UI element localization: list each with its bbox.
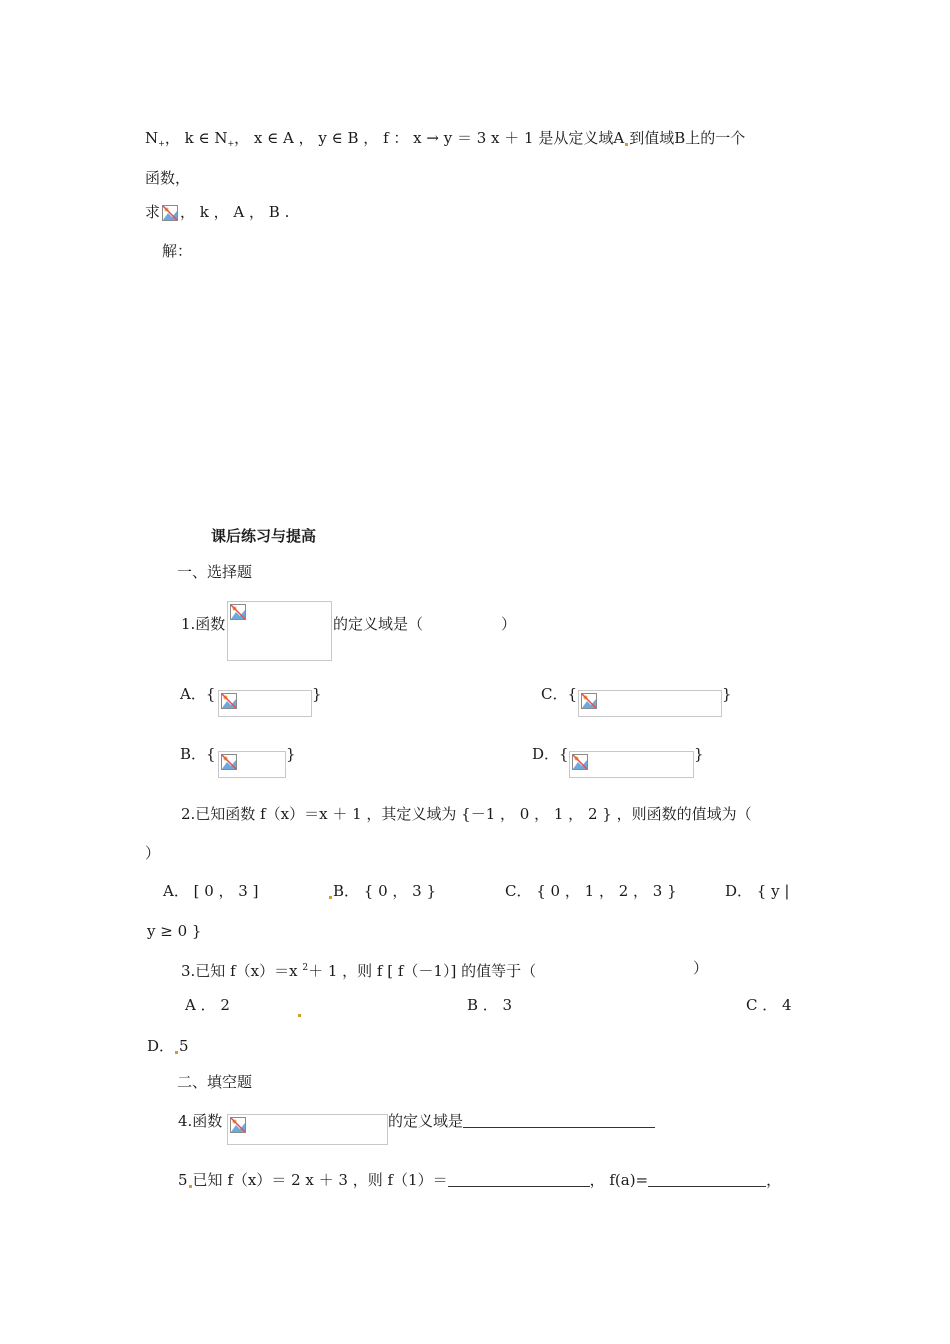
broken-image-icon: [230, 604, 246, 620]
broken-image-icon: [581, 693, 597, 709]
q5-number: 5: [178, 1171, 188, 1189]
section-choice-heading: 一、选择题: [177, 563, 253, 581]
q1-formula-image: [227, 601, 332, 661]
broken-image-icon: [230, 1117, 246, 1133]
q1-option-c-label: C．{: [541, 685, 578, 703]
q1-option-b-close: }: [286, 745, 296, 763]
q1-prefix: 1.函数: [181, 615, 226, 633]
q2-option-a: A． [ 0 ， 3 ]: [163, 882, 259, 900]
q3-option-a: A ． 2: [185, 996, 230, 1014]
q3-option-d: [147, 1036, 189, 1056]
anchor-mark: [175, 1051, 178, 1054]
q5-text: 已知 f（x）＝ 2 x ＋ 3 ，则 f（1）＝: [192, 1171, 448, 1189]
problem-line-3: [145, 202, 289, 222]
anchor-mark: [298, 1014, 301, 1017]
q1-option-b-image: [218, 751, 286, 778]
q2-option-b: B． { 0 ， 3 }: [333, 882, 437, 900]
q4-suffix: 的定义域是: [388, 1112, 464, 1130]
q2-option-c: C． { 0 ， 1 ， 2 ， 3 }: [505, 882, 677, 900]
q1-option-d-image: [569, 751, 694, 778]
q4-suffix-line: [388, 1111, 655, 1131]
q3-text: [181, 958, 536, 981]
q1-option-a-close: }: [312, 685, 322, 703]
q2-option-d: D． { y |: [725, 882, 790, 900]
q1-suffix: 的定义域是（: [333, 615, 424, 633]
q4-formula-image: [227, 1114, 388, 1145]
broken-image-icon: [221, 693, 237, 709]
broken-image-icon: [162, 205, 178, 221]
answer-blank-fa[interactable]: [648, 1172, 766, 1187]
solution-label: 解：: [162, 242, 193, 260]
q3-option-d-label: D．: [147, 1037, 175, 1055]
q3-prefix: 3.已知 f（x）＝x: [181, 962, 303, 980]
q1-option-a-image: [218, 690, 312, 717]
problem-line-1: [145, 128, 745, 154]
q1-option-b-label: B．{: [180, 745, 216, 763]
superscript: 2: [302, 963, 309, 973]
q3-close-paren: ）: [693, 959, 709, 977]
k-in-text: ， k ∈ N: [164, 129, 228, 147]
q2-option-d-cont: y ≥ 0 }: [147, 922, 202, 940]
q2-text: 2.已知函数 f（x）＝x ＋ 1 ，其定义域为 {－1 ， 0 ， 1 ， 2 } ，则函数的值域为（: [181, 805, 752, 823]
anchor-mark: [189, 1185, 192, 1188]
q5-line: [178, 1170, 781, 1190]
q5-mid: ， f(a)=: [589, 1171, 649, 1189]
q1-option-c-close: }: [722, 685, 732, 703]
subscript: +: [227, 139, 235, 148]
q3-option-c: C ． 4: [746, 996, 792, 1014]
anchor-mark: [625, 143, 628, 146]
anchor-mark: [329, 896, 332, 899]
q3-suffix: ＋ 1 ，则 f [ f（－1）] 的值等于（: [308, 962, 537, 980]
problem-line-2: 函数，: [145, 169, 191, 187]
exercises-title: 课后练习与提高: [211, 527, 317, 545]
n-plus-symbol: N: [145, 129, 159, 147]
q2-option-b-wrap: [328, 881, 436, 901]
subscript: +: [158, 139, 165, 148]
ask-prefix: 求: [145, 203, 161, 221]
q3-option-d-value: 5: [179, 1037, 189, 1055]
mapping-text: ， x ∈ A ， y ∈ B ， f ： x → y ＝ 3 x ＋ 1 是从定义域A: [234, 129, 625, 147]
anchor-mark-wrap: [297, 999, 302, 1019]
q1-option-a-label: A．{: [180, 685, 216, 703]
q5-end: ，: [766, 1171, 782, 1189]
q3-option-b: B ． 3: [467, 996, 513, 1014]
broken-image-icon: [572, 754, 588, 770]
ask-suffix: ， k ， A ， B .: [180, 203, 290, 221]
q1-option-c-image: [578, 690, 722, 717]
answer-blank[interactable]: [463, 1113, 655, 1128]
mapping-text-end: 到值域B上的一个: [629, 129, 746, 147]
q2-close-paren: ）: [145, 844, 161, 862]
q1-option-d-label: D．{: [532, 745, 569, 763]
q1-close-paren: ）: [501, 615, 517, 633]
q1-option-d-close: }: [694, 745, 704, 763]
q4-prefix: 4.函数: [178, 1112, 223, 1130]
section-fill-heading: 二、填空题: [177, 1073, 253, 1091]
broken-image-icon: [221, 754, 237, 770]
answer-blank-f1[interactable]: [448, 1172, 590, 1187]
